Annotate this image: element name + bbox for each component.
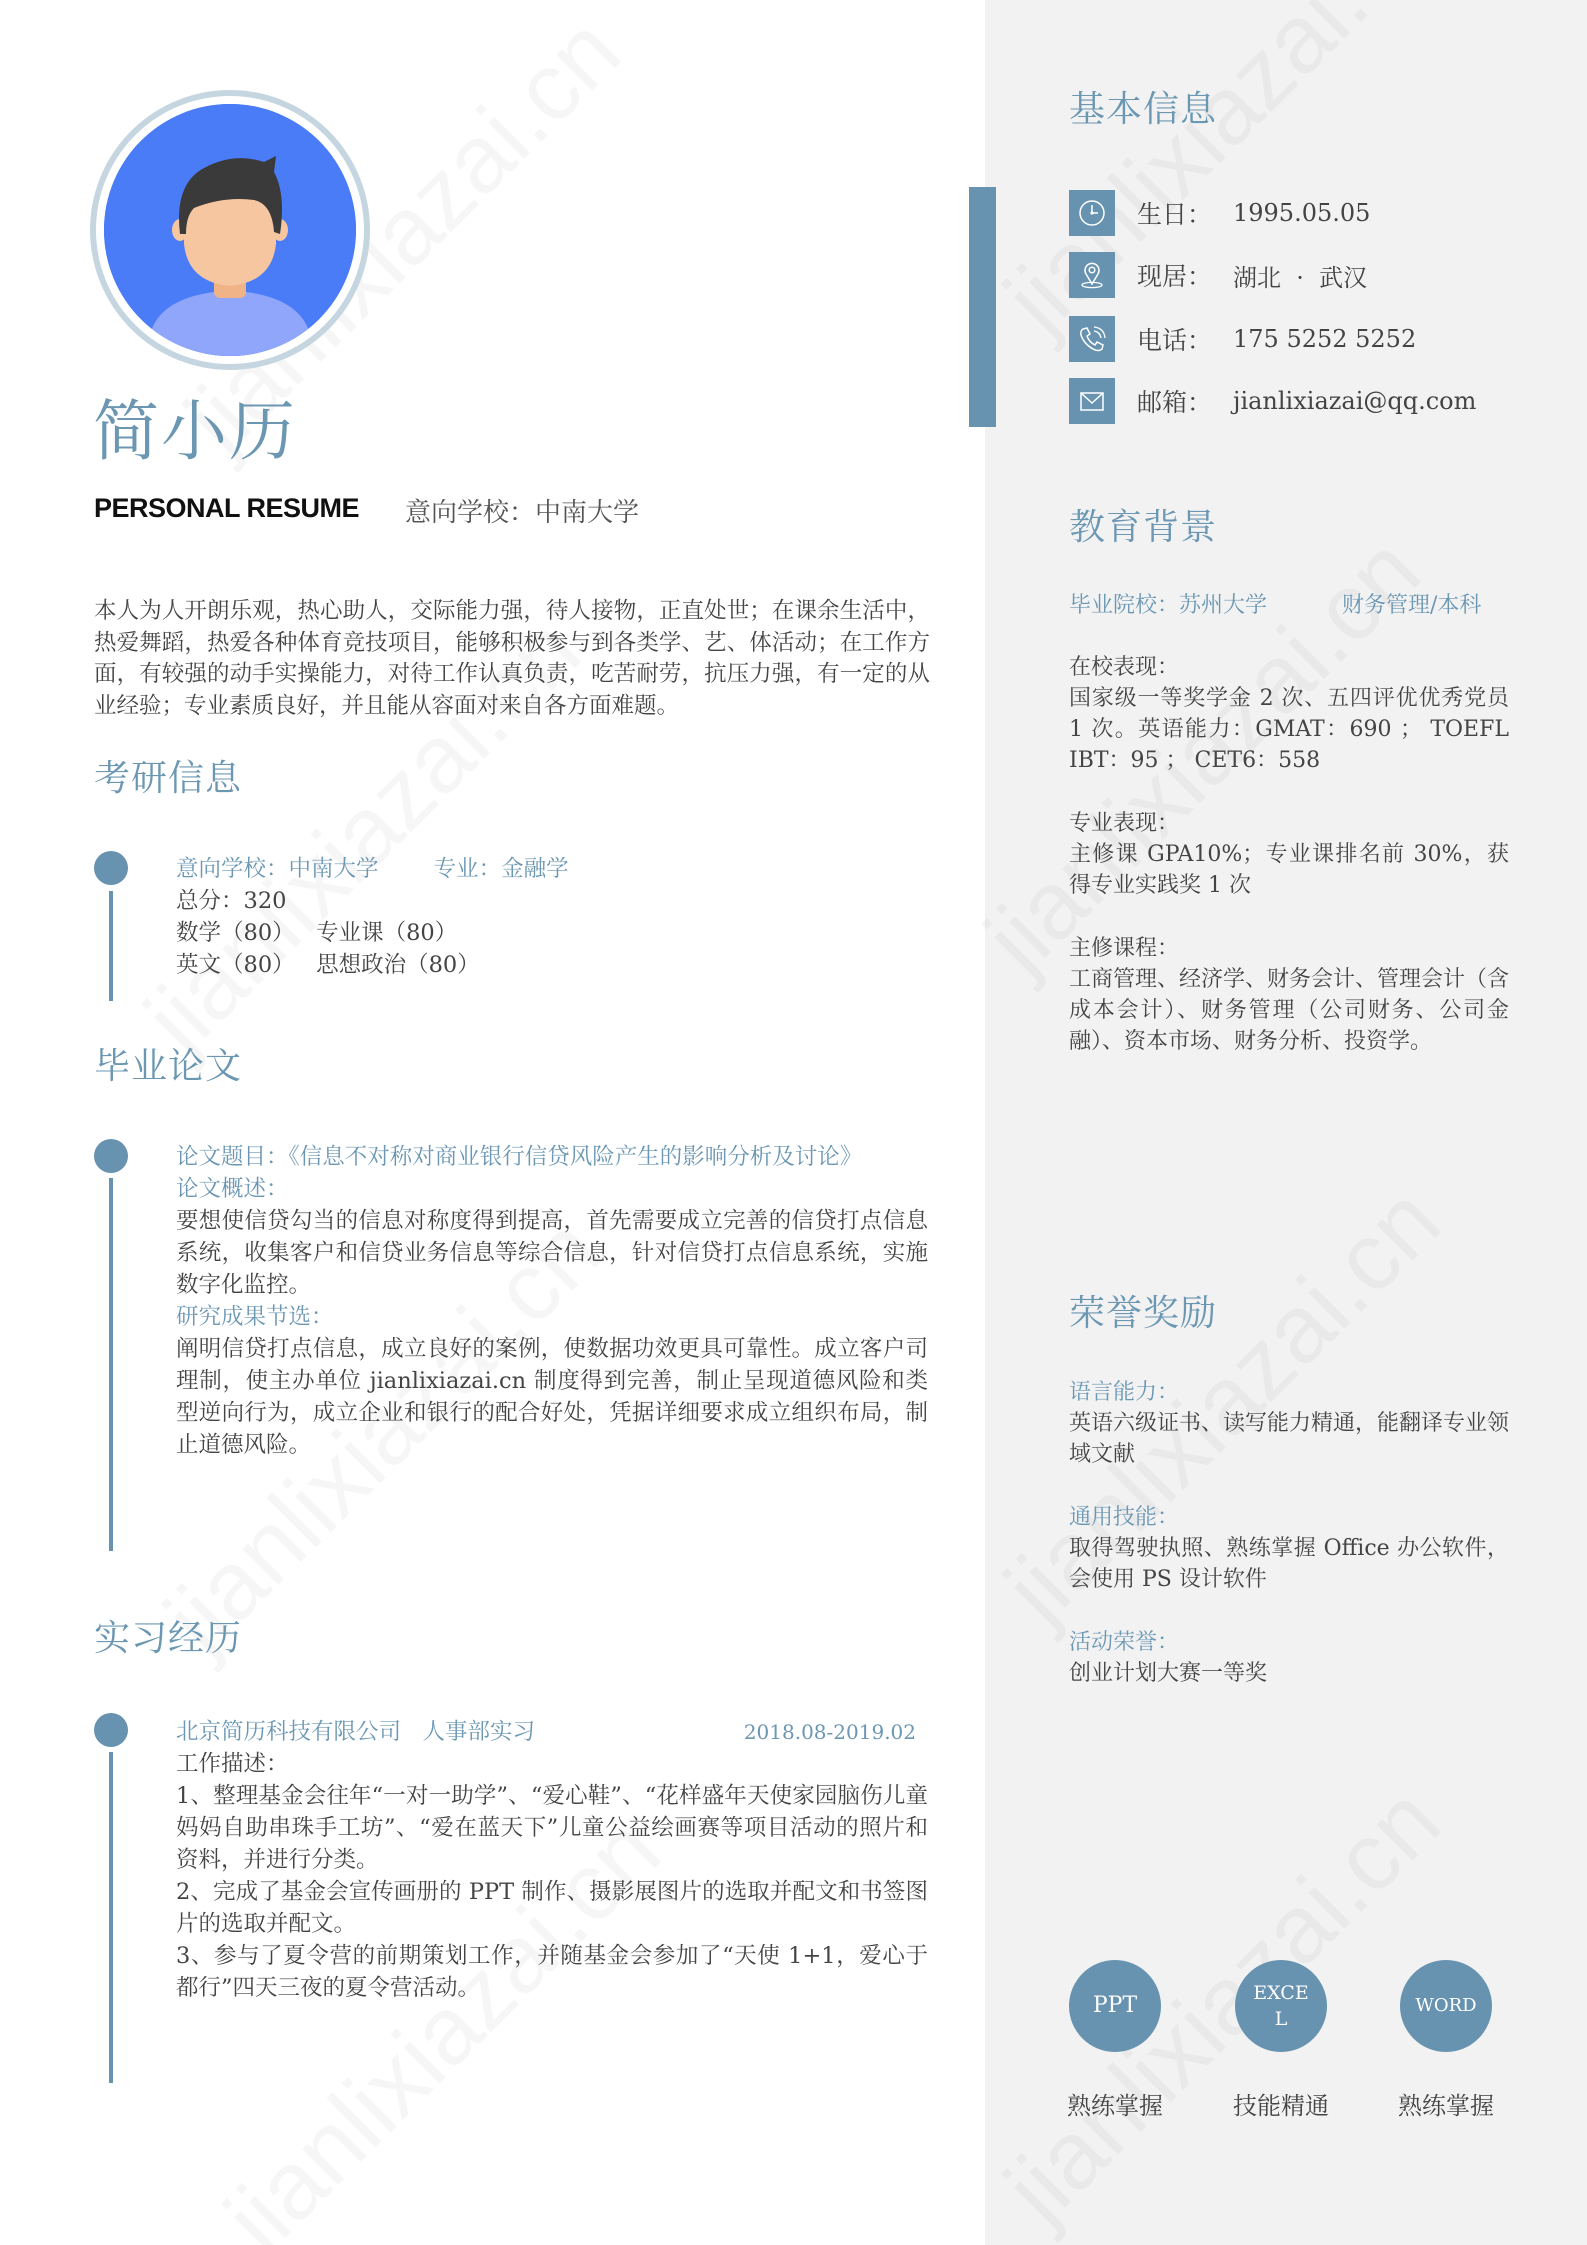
clock-icon <box>1069 190 1115 236</box>
info-label: 邮箱： <box>1137 388 1213 417</box>
residence-value: 湖北 · 武汉 <box>1233 263 1368 292</box>
internship-company: 北京简历科技有限公司 人事部实习 <box>176 1719 535 1745</box>
skill-level: 技能精通 <box>1233 2092 1329 2120</box>
section-title-thesis: 毕业论文 <box>94 1046 243 1087</box>
major-courses <box>1069 933 1509 1057</box>
accent-bar <box>969 187 996 427</box>
skill-badge: WORD <box>1400 1960 1492 2052</box>
birthday-value: 1995.05.05 <box>1233 199 1371 227</box>
skill-excel <box>1233 1960 1329 2120</box>
major-performance <box>1069 808 1509 901</box>
thesis-overview: 要想使信贷勾当的信息对称度得到提高，首先需要成立完善的信贷打点信息系统，收集客户和信贷业务信息等综合信息，针对信贷打点信息系统，实施数字化监控。 <box>176 1208 928 1298</box>
phone-value: 175 5252 5252 <box>1233 325 1417 353</box>
skill-word <box>1398 1960 1494 2120</box>
email-value[interactable]: jianlixiazai@qq.com <box>1233 387 1477 415</box>
self-summary: 本人为人开朗乐观，热心助人，交际能力强，待人接物，正直处世；在课余生活中，热爱舞蹈，热爱各种体育竞技项目，能够积极参与到各类学、艺、体活动；在工作方面，有较强的动手实操能力，对待工作认真负责，吃苦耐劳，抗压力强，有一定的从业经验；专业素质良好，并且能从容面对来自各方面难题。 <box>94 598 930 719</box>
info-row-phone <box>1069 316 1416 362</box>
honor-skills-label: 通用技能： <box>1069 1505 1180 1530</box>
degree: 财务管理/本科 <box>1342 593 1482 618</box>
major-courses-label: 主修课程： <box>1069 936 1180 961</box>
section-title-internship: 实习经历 <box>94 1618 243 1659</box>
exam-scores-row2: 英文（80） 思想政治（80） <box>176 952 480 978</box>
major-performance-text: 主修课 GPA10%；专业课排名前 30%，获得专业实践奖 1 次 <box>1069 842 1509 898</box>
skill-level: 熟练掌握 <box>1067 2092 1163 2120</box>
info-label: 电话： <box>1137 326 1213 355</box>
school-performance-text: 国家级一等奖学金 2 次、五四评优优秀党员 1 次。英语能力：GMAT：690 ； TOEFL IBT：95 ； CET6：558 <box>1069 686 1509 773</box>
honor-activity <box>1069 1627 1509 1689</box>
internship-period: 2018.08-2019.02 <box>743 1720 916 1744</box>
internship-item: 3、参与了夏令营的前期策划工作，并随基金会参加了“天使 1+1，爱心于都行”四天三夜的夏令营活动。 <box>176 1943 928 2001</box>
internship-info <box>176 1716 928 2004</box>
timeline-line <box>109 891 113 1001</box>
thesis-results: 阐明信贷打点信息，成立良好的案例，使数据功效更具可靠性。成立客户司理制，使主办单位 jianlixiazai.cn 制度得到完善，制止呈现道德风险和类型逆向行为，成立企业和银行的配合好处，凭据详细要求成立组织布局，制止道德风险。 <box>176 1336 928 1458</box>
info-row-email <box>1069 378 1476 424</box>
exam-info <box>176 853 928 981</box>
section-title-honors: 荣誉奖励 <box>1069 1293 1218 1334</box>
honor-language-text: 英语六级证书、读写能力精通，能翻译专业领域文献 <box>1069 1411 1510 1467</box>
skill-badge: PPT <box>1069 1960 1161 2052</box>
mail-icon <box>1069 378 1115 424</box>
honor-language <box>1069 1377 1509 1470</box>
section-title-basic-info: 基本信息 <box>1069 89 1218 130</box>
thesis-results-label: 研究成果节选： <box>176 1304 334 1330</box>
internship-item: 1、整理基金会往年“一对一助学”、“爱心鞋”、“花样盛年天使家园脑伤儿童妈妈自助串珠手工坊”、“爱在蓝天下”儿童公益绘画赛等项目活动的照片和资料，并进行分类。 <box>176 1783 928 1873</box>
personal-resume-title: PERSONAL RESUME <box>94 493 360 523</box>
timeline-bullet <box>94 851 128 885</box>
honor-activity-label: 活动荣誉： <box>1069 1630 1180 1655</box>
location-pin-icon <box>1069 252 1115 298</box>
section-title-exam: 考研信息 <box>94 758 243 799</box>
info-row-residence <box>1069 252 1367 298</box>
internship-item: 2、完成了基金会宣传画册的 PPT 制作、摄影展图片的选取并配文和书签图片的选取并配文。 <box>176 1879 928 1937</box>
major-performance-label: 专业表现： <box>1069 811 1180 836</box>
honor-skills-text: 取得驾驶执照、熟练掌握 Office 办公软件，会使用 PS 设计软件 <box>1069 1536 1509 1592</box>
internship-desc-label: 工作描述： <box>176 1751 289 1777</box>
skill-level: 熟练掌握 <box>1398 2092 1494 2120</box>
skill-ppt <box>1067 1960 1163 2120</box>
timeline-bullet <box>94 1713 128 1747</box>
graduate-school: 毕业院校：苏州大学 <box>1069 593 1268 618</box>
info-label: 生日： <box>1137 200 1213 229</box>
skill-badge: EXCEL <box>1235 1960 1327 2052</box>
honor-language-label: 语言能力： <box>1069 1380 1180 1405</box>
candidate-name: 简小历 <box>93 393 297 470</box>
info-row-birthday <box>1069 190 1370 236</box>
exam-major: 专业：金融学 <box>433 856 569 882</box>
exam-total: 总分：320 <box>176 888 287 914</box>
info-label: 现居： <box>1137 262 1213 291</box>
thesis-info <box>176 1141 928 1461</box>
major-courses-text: 工商管理、经济学、财务会计、管理会计（含成本会计）、财务管理（公司财务、公司金融）、资本市场、财务分析、投资学。 <box>1069 967 1510 1054</box>
exam-scores-row1: 数学（80） 专业课（80） <box>176 920 458 946</box>
timeline-bullet <box>94 1139 128 1173</box>
timeline-line <box>109 1752 113 2083</box>
phone-icon <box>1069 316 1115 362</box>
avatar <box>104 104 356 356</box>
honor-activity-text: 创业计划大赛一等奖 <box>1069 1661 1268 1686</box>
target-school: 意向学校：中南大学 <box>405 498 640 528</box>
thesis-topic: 论文题目：《信息不对称对商业银行信贷风险产生的影响分析及讨论》 <box>176 1144 863 1170</box>
person-avatar-icon <box>104 104 356 356</box>
section-title-education: 教育背景 <box>1069 507 1218 548</box>
thesis-overview-label: 论文概述： <box>176 1176 289 1202</box>
honor-skills <box>1069 1502 1509 1595</box>
education-school-row <box>1069 590 1509 621</box>
school-performance <box>1069 652 1509 776</box>
school-performance-label: 在校表现： <box>1069 655 1180 680</box>
timeline-line <box>109 1178 113 1551</box>
exam-target-school: 意向学校：中南大学 <box>176 856 379 882</box>
